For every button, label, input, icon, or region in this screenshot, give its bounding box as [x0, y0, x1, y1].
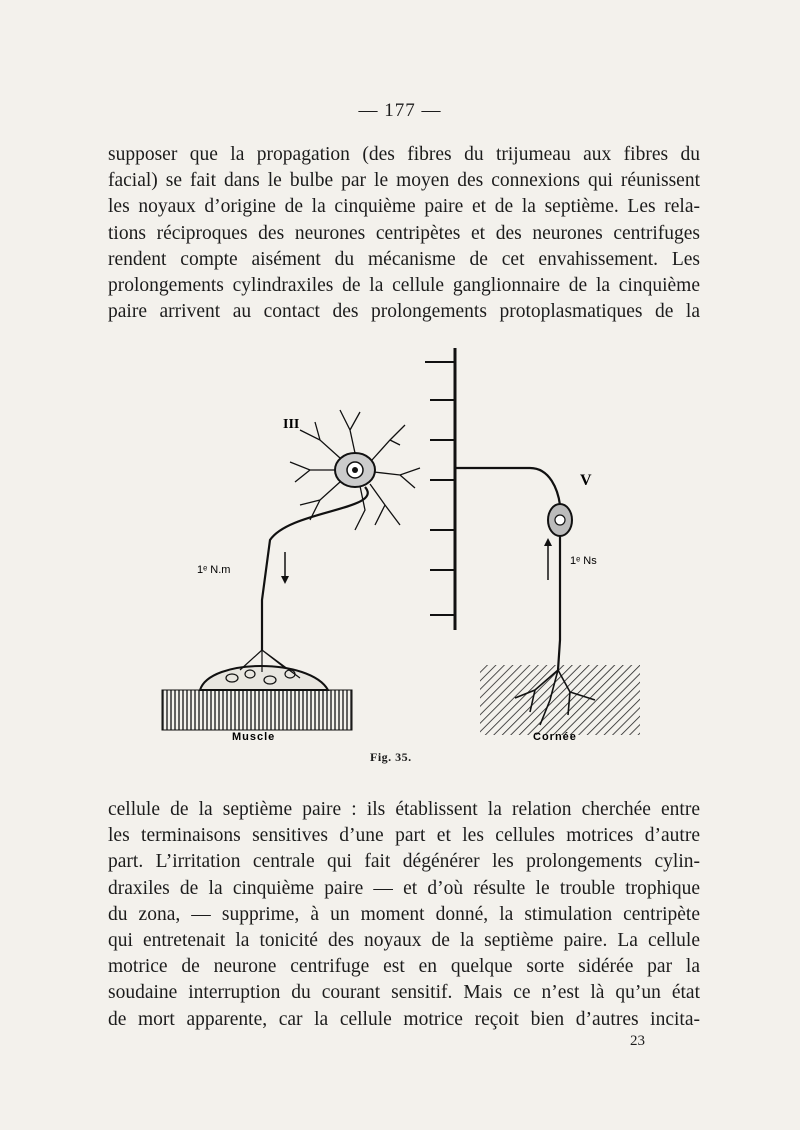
text-line: soudaine interruption du courant sensitif. Mais ce n’est là qu’un état — [108, 982, 700, 1004]
label-ns: 1ᵉ Ns — [570, 555, 597, 567]
label-V: V — [580, 472, 592, 489]
label-cornee: Cornée — [533, 731, 577, 743]
label-muscle: Muscle — [232, 731, 276, 743]
text-line: les noyaux d’origine de la cinquième paire et de la septième. Les rela- — [108, 196, 700, 218]
signature-mark: 23 — [630, 1033, 645, 1049]
paragraph-top — [108, 142, 700, 325]
text-line: facial) se fait dans le bulbe par le moyen des connexions qui réunissent — [108, 170, 700, 192]
text-line: motrice de neurone centrifuge est en quelque sorte sidérée par la — [108, 956, 700, 978]
text-line: tions réciproques des neurones centripètes et des neurones centrifuges — [108, 222, 700, 244]
central-axis — [425, 348, 455, 630]
cornea-tissue — [480, 665, 640, 735]
text-line: du zona, — supprime, à un moment donné, la stimulation centripète — [108, 903, 700, 925]
text-line: supposer que la propagation (des fibres du trijumeau aux fibres du — [108, 144, 700, 165]
neuron-figure — [150, 340, 710, 770]
text-line: de mort apparente, car la cellule motrice reçoit bien d’autres incita- — [108, 1008, 700, 1030]
label-III: III — [283, 417, 300, 432]
text-line: part. L’irritation centrale qui fait dégénérer les prolongements cylin- — [108, 851, 700, 873]
text-line: draxiles de la cinquième paire — et d’où résulte le trouble trophique — [108, 877, 700, 899]
neuron-diagram — [150, 340, 710, 770]
motor-neuron — [262, 410, 420, 650]
label-nm: 1ᵉ N.m — [197, 564, 231, 576]
text-line: rendent compte aisément du mécanisme de cet envahissement. Les — [108, 248, 700, 270]
sensory-neuron — [455, 468, 572, 670]
text-line: paire arrivent au contact des prolongements protoplasmatiques de la — [108, 301, 700, 323]
muscle-tissue — [162, 650, 352, 730]
text-line: qui entretenait la tonicité des noyaux de la septième paire. La cellule — [108, 930, 700, 952]
figure-caption: Fig. 35. — [370, 750, 412, 764]
text-line: les terminaisons sensitives d’une part et les cellules motrices d’autre — [108, 825, 700, 847]
page-number: — 177 — — [358, 100, 442, 121]
paragraph-bottom — [108, 797, 700, 1033]
text-line: prolongements cylindraxiles de la cellule ganglionnaire de la cinquième — [108, 275, 700, 297]
text-line: cellule de la septième paire : ils établissent la relation cherchée entre — [108, 799, 700, 820]
